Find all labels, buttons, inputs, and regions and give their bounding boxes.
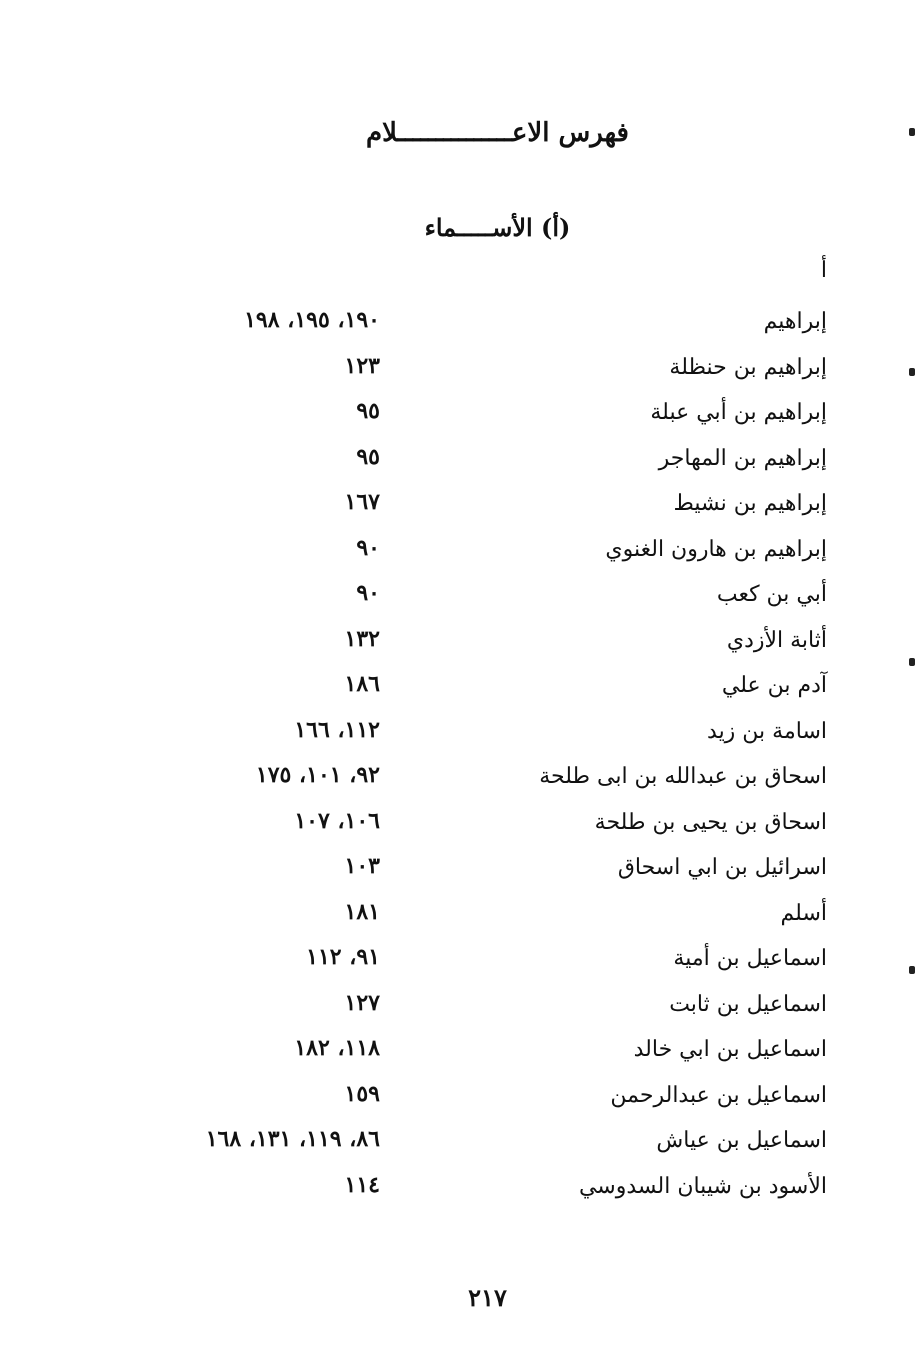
index-entry xyxy=(0,1033,915,1079)
margin-mark xyxy=(909,128,915,136)
entry-name: أبي بن كعب xyxy=(716,582,827,607)
entry-name: إبراهيم بن المهاجر xyxy=(658,445,827,471)
index-entry xyxy=(0,988,915,1034)
index-entry xyxy=(0,487,915,533)
entry-pages: ١٨١ xyxy=(344,898,380,925)
index-entry xyxy=(0,578,915,624)
index-entry xyxy=(0,396,915,442)
index-entry xyxy=(0,442,915,488)
section-subtitle: (أ) الأســـــماء xyxy=(424,213,571,242)
page-number: ٢١٧ xyxy=(468,1283,507,1312)
index-entry xyxy=(0,715,915,761)
entry-name: اسماعيل بن عياش xyxy=(656,1128,827,1153)
index-entry xyxy=(0,533,915,579)
entry-pages: ١٢٧ xyxy=(344,989,380,1016)
entry-name: اسماعيل بن عبدالرحمن xyxy=(610,1082,827,1108)
entry-pages: ١٥٩ xyxy=(344,1080,380,1107)
entry-pages: ١٠٣ xyxy=(344,853,380,879)
index-entry xyxy=(0,1170,915,1216)
entry-pages: ١٢٣ xyxy=(344,352,380,379)
entry-name: الأسود بن شيبان السدوسي xyxy=(578,1173,827,1199)
entry-pages: ١٣٢ xyxy=(344,625,380,652)
entry-pages: ١٠٦، ١٠٧ xyxy=(294,807,380,834)
entry-pages: ١٦٧ xyxy=(344,489,380,515)
entry-pages: ٩٥ xyxy=(356,398,380,424)
entry-pages: ٨٦، ١١٩، ١٣١، ١٦٨ xyxy=(205,1126,380,1152)
index-entry xyxy=(0,942,915,988)
entry-name: اسرائيل بن ابي اسحاق xyxy=(617,855,827,880)
index-entry xyxy=(0,760,915,806)
index-entry xyxy=(0,624,915,670)
index-entry xyxy=(0,305,915,351)
entry-name: اسماعيل بن ثابت xyxy=(669,991,827,1017)
entry-name: إبراهيم بن حنظلة xyxy=(669,354,827,380)
entry-name: آدم بن علي xyxy=(721,673,827,698)
index-entry xyxy=(0,1124,915,1170)
entry-name: إبراهيم بن نشيط xyxy=(673,491,827,516)
margin-mark xyxy=(909,658,915,666)
entry-name: أسلم xyxy=(780,900,827,926)
entry-pages: ٩٠ xyxy=(356,534,380,561)
entry-name: اسحاق بن يحيى بن طلحة xyxy=(594,809,827,835)
index-entries xyxy=(0,305,915,1215)
index-entry xyxy=(0,851,915,897)
entry-pages: ١١٤ xyxy=(344,1171,380,1198)
index-entry xyxy=(0,1079,915,1125)
index-entry xyxy=(0,669,915,715)
index-entry xyxy=(0,897,915,943)
entry-pages: ٩٥ xyxy=(356,443,380,470)
entry-name: إبراهيم xyxy=(763,309,827,334)
entry-pages: ١٩٠، ١٩٥، ١٩٨ xyxy=(244,307,380,333)
page-title: فهرس الاعـــــــــــــــلام xyxy=(366,118,629,148)
entry-name: اسماعيل بن أمية xyxy=(673,946,827,971)
entry-pages: ١١٢، ١٦٦ xyxy=(294,716,380,743)
index-entry xyxy=(0,351,915,397)
entry-pages: ٩١، ١١٢ xyxy=(306,944,380,970)
entry-pages: ٩٢، ١٠١، ١٧٥ xyxy=(255,762,380,788)
entry-pages: ١٨٦ xyxy=(344,671,380,697)
section-letter: أ xyxy=(820,258,827,283)
entry-name: إبراهيم بن هارون الغنوي xyxy=(605,536,827,562)
entry-name: أثابة الأزدي xyxy=(726,627,827,653)
entry-name: اسماعيل بن ابي خالد xyxy=(633,1037,827,1062)
entry-name: اسامة بن زيد xyxy=(707,718,827,744)
entry-pages: ١١٨، ١٨٢ xyxy=(294,1035,380,1061)
entry-name: إبراهيم بن أبي عبلة xyxy=(650,400,827,425)
entry-pages: ٩٠ xyxy=(356,580,380,606)
index-entry xyxy=(0,806,915,852)
margin-mark xyxy=(909,368,915,376)
margin-mark xyxy=(909,966,915,974)
entry-name: اسحاق بن عبدالله بن ابى طلحة xyxy=(539,764,827,789)
